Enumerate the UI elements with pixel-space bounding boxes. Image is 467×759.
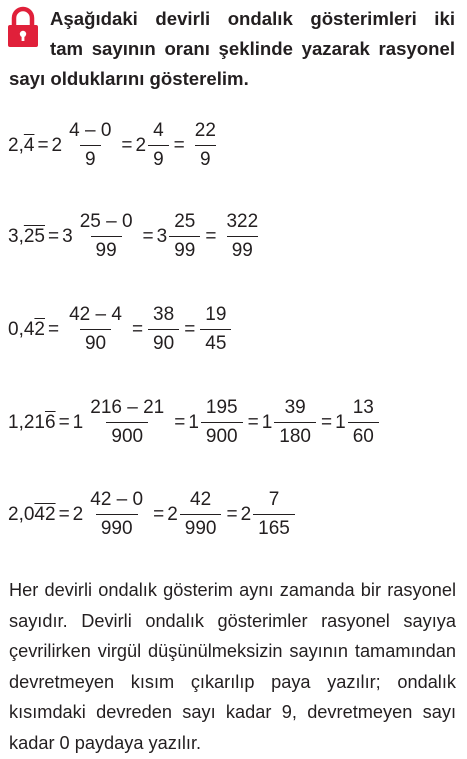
denominator: 99 (169, 236, 200, 264)
denominator: 9 (80, 145, 101, 173)
equation-1: 2, 4 = 2 $\frac{4 - 0}{9}$ = 2 $\frac{4}{9}$ = $\frac{22}{9}$ (8, 118, 223, 173)
whole-part: 3 (62, 225, 73, 247)
numerator: 42 – 0 (90, 489, 144, 510)
decimal-integer-part: 1,21 (8, 411, 45, 433)
fraction (221, 209, 263, 264)
numerator: 7 (268, 489, 280, 510)
numerator: 4 – 0 (69, 120, 112, 141)
whole-part: 2 (167, 503, 178, 525)
fraction (274, 395, 316, 450)
denominator: 60 (348, 422, 379, 450)
fraction (85, 395, 169, 450)
numerator: 38 (153, 304, 175, 325)
denominator: 99 (91, 236, 122, 264)
fraction (75, 209, 138, 264)
repeating-digits: 6 (44, 411, 56, 433)
fraction (64, 302, 127, 357)
numerator: 39 (284, 397, 306, 418)
whole-part: 1 (72, 411, 84, 433)
whole-part: 2 (135, 134, 147, 156)
whole-part: 1 (261, 411, 273, 433)
fraction (85, 487, 148, 542)
numerator: 19 (205, 304, 227, 325)
denominator: 99 (227, 236, 258, 264)
denominator: 990 (180, 514, 222, 542)
fraction (169, 209, 200, 264)
denominator: 90 (148, 329, 179, 357)
repeating-digits: 42 (34, 503, 56, 525)
repeating-digits: 4 (23, 134, 35, 156)
denominator: 900 (201, 422, 243, 450)
whole-part: 1 (335, 411, 346, 433)
denominator: 90 (80, 329, 111, 357)
numerator: 4 (153, 120, 164, 141)
title-line-1: Aşağıdaki devirli ondalık gösterimleri iki (50, 8, 455, 29)
denominator: 9 (195, 145, 216, 173)
numerator: 42 – 4 (69, 304, 122, 325)
fraction (200, 302, 231, 357)
fraction (253, 487, 295, 542)
numerator: 25 – 0 (79, 211, 133, 232)
decimal-integer-part: 2,0 (8, 503, 35, 525)
whole-part: 2 (240, 503, 252, 525)
instruction-title (50, 4, 455, 64)
fraction (190, 118, 221, 173)
fraction (180, 487, 222, 542)
decimal-integer-part: 2, (8, 134, 24, 156)
decimal-integer-part: 0,4 (8, 318, 35, 340)
whole-part: 1 (188, 411, 199, 433)
denominator: 900 (106, 422, 148, 450)
lock-icon (6, 6, 40, 48)
equation-2: 3, 25 = 3 $\frac{25 - 0}{99}$ = 3 $\frac{25}{99}$ = $\frac{322}{99}$ (8, 209, 265, 264)
equation-5: 2,0 42 = 2 $\frac{42 - 0}{990}$ = 2 $\frac{42}{990}$ = 2 $\frac{7}{165}$ (8, 487, 297, 542)
fraction (148, 302, 179, 357)
numerator: 22 (194, 120, 216, 141)
whole-part: 3 (156, 225, 168, 247)
title-line-2: tam sayının oranı şeklinde yazarak rasyonel (50, 38, 455, 59)
denominator: 990 (96, 514, 138, 542)
denominator: 165 (253, 514, 295, 542)
denominator: 9 (148, 145, 169, 173)
numerator: 216 – 21 (90, 397, 165, 418)
decimal-integer-part: 3, (8, 225, 24, 247)
explanation-paragraph: Her devirli ondalık gösterim aynı zamanda bir rasyonel sayıdır. Devirli ondalık gösterimler rasyonel sayıya çevrilirken virgül düşünülmeksizin sayının tamamından devretmeyen kısım çıkarılıp paya yazılır; ondalık kısımdaki devreden sayı kadar 9, devretmeyen sayı kadar 0 paydaya yazılır. (9, 580, 456, 753)
denominator: 45 (200, 329, 231, 357)
title-line-3: sayı olduklarını gösterelim. (9, 68, 249, 89)
fraction (148, 118, 169, 173)
whole-part: 2 (72, 503, 84, 525)
fraction (64, 118, 116, 173)
numerator: 42 (190, 489, 212, 510)
numerator: 195 (205, 397, 238, 418)
equation-3: 0,4 2 = $\frac{42 - 4}{90}$ = $\frac{38}{90}$ = $\frac{19}{45}$ (8, 302, 233, 357)
numerator: 25 (174, 211, 196, 232)
fraction (201, 395, 243, 450)
numerator: 322 (226, 211, 259, 232)
denominator: 180 (274, 422, 316, 450)
repeating-digits: 2 (34, 318, 45, 340)
whole-part: 2 (51, 134, 63, 156)
equation-4: 1,21 6 = 1 $\frac{216 - 21}{900}$ = 1 $\frac{195}{900}$ = 1 $\frac{39}{180}$ = 1 $\frac{13}{60}$ (8, 395, 381, 450)
numerator: 13 (352, 397, 374, 418)
repeating-digits: 25 (23, 225, 45, 247)
fraction (348, 395, 379, 450)
